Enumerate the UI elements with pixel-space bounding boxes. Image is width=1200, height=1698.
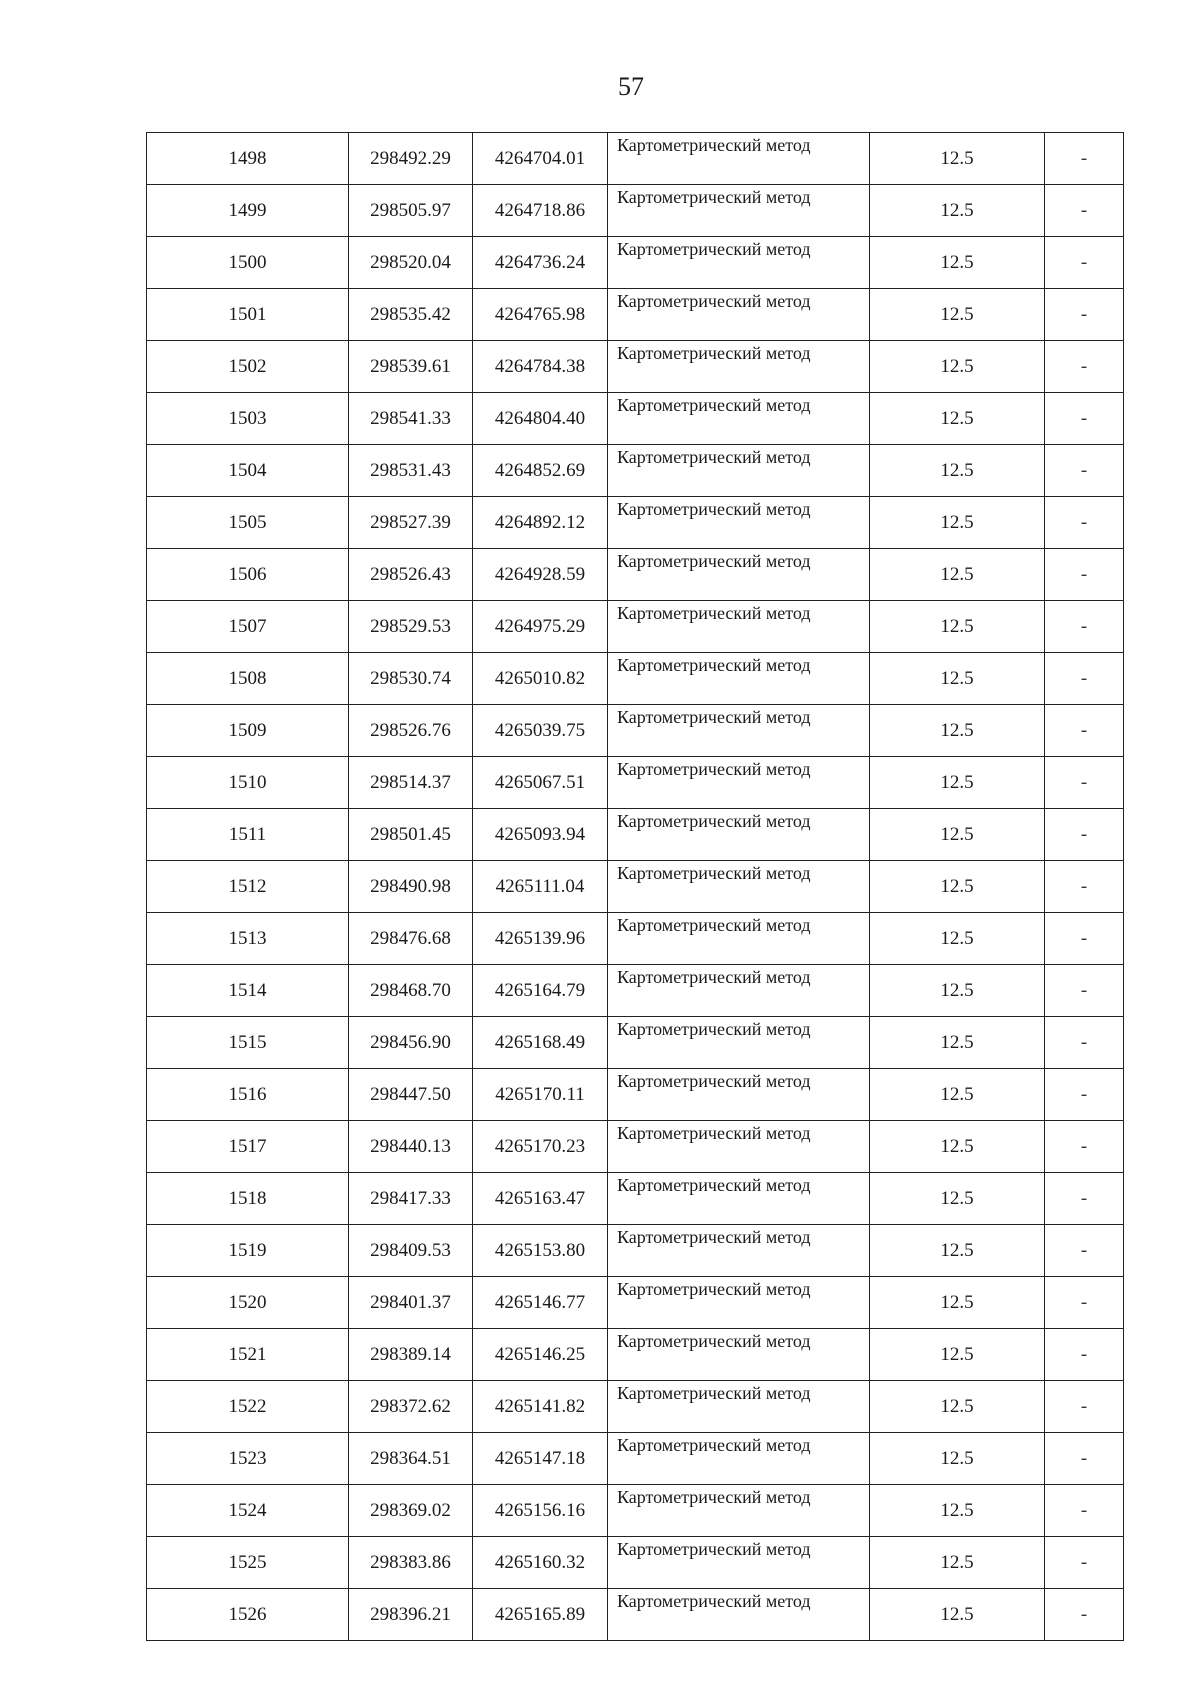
x-coordinate-cell: 298447.50 xyxy=(349,1069,473,1121)
y-coordinate-cell: 4264928.59 xyxy=(473,549,608,601)
y-coordinate-cell: 4264892.12 xyxy=(473,497,608,549)
extra-cell: - xyxy=(1045,341,1124,393)
accuracy-cell: 12.5 xyxy=(870,185,1045,237)
point-number-cell: 1524 xyxy=(147,1485,349,1537)
x-coordinate-cell: 298492.29 xyxy=(349,133,473,185)
point-number-cell: 1513 xyxy=(147,913,349,965)
extra-cell: - xyxy=(1045,289,1124,341)
accuracy-cell: 12.5 xyxy=(870,861,1045,913)
table-row xyxy=(147,1069,1124,1121)
page-number: 57 xyxy=(618,72,644,101)
accuracy-cell: 12.5 xyxy=(870,133,1045,185)
y-coordinate-cell: 4265170.23 xyxy=(473,1121,608,1173)
accuracy-cell: 12.5 xyxy=(870,1225,1045,1277)
y-coordinate-cell: 4264704.01 xyxy=(473,133,608,185)
table-row xyxy=(147,185,1124,237)
point-number-cell: 1516 xyxy=(147,1069,349,1121)
accuracy-cell: 12.5 xyxy=(870,237,1045,289)
accuracy-cell: 12.5 xyxy=(870,1433,1045,1485)
y-coordinate-cell: 4265139.96 xyxy=(473,913,608,965)
point-number-cell: 1523 xyxy=(147,1433,349,1485)
table-row xyxy=(147,965,1124,1017)
extra-cell: - xyxy=(1045,1329,1124,1381)
method-cell: Картометрический метод xyxy=(608,445,870,497)
point-number-cell: 1525 xyxy=(147,1537,349,1589)
table-row xyxy=(147,1433,1124,1485)
y-coordinate-cell: 4265163.47 xyxy=(473,1173,608,1225)
extra-cell: - xyxy=(1045,1433,1124,1485)
table-row xyxy=(147,237,1124,289)
x-coordinate-cell: 298531.43 xyxy=(349,445,473,497)
y-coordinate-cell: 4265010.82 xyxy=(473,653,608,705)
table-row xyxy=(147,341,1124,393)
x-coordinate-cell: 298401.37 xyxy=(349,1277,473,1329)
accuracy-cell: 12.5 xyxy=(870,1329,1045,1381)
accuracy-cell: 12.5 xyxy=(870,1121,1045,1173)
point-number-cell: 1514 xyxy=(147,965,349,1017)
accuracy-cell: 12.5 xyxy=(870,1017,1045,1069)
table-row xyxy=(147,549,1124,601)
extra-cell: - xyxy=(1045,445,1124,497)
table-row xyxy=(147,809,1124,861)
accuracy-cell: 12.5 xyxy=(870,601,1045,653)
accuracy-cell: 12.5 xyxy=(870,705,1045,757)
method-cell: Картометрический метод xyxy=(608,1069,870,1121)
accuracy-cell: 12.5 xyxy=(870,757,1045,809)
point-number-cell: 1499 xyxy=(147,185,349,237)
x-coordinate-cell: 298490.98 xyxy=(349,861,473,913)
x-coordinate-cell: 298539.61 xyxy=(349,341,473,393)
table-row xyxy=(147,1589,1124,1641)
point-number-cell: 1519 xyxy=(147,1225,349,1277)
table-row xyxy=(147,1277,1124,1329)
extra-cell: - xyxy=(1045,497,1124,549)
coordinates-table xyxy=(146,132,1124,1641)
x-coordinate-cell: 298476.68 xyxy=(349,913,473,965)
accuracy-cell: 12.5 xyxy=(870,653,1045,705)
y-coordinate-cell: 4265168.49 xyxy=(473,1017,608,1069)
point-number-cell: 1520 xyxy=(147,1277,349,1329)
method-cell: Картометрический метод xyxy=(608,1277,870,1329)
extra-cell: - xyxy=(1045,601,1124,653)
method-cell: Картометрический метод xyxy=(608,289,870,341)
x-coordinate-cell: 298456.90 xyxy=(349,1017,473,1069)
y-coordinate-cell: 4265039.75 xyxy=(473,705,608,757)
method-cell: Картометрический метод xyxy=(608,705,870,757)
extra-cell: - xyxy=(1045,1017,1124,1069)
x-coordinate-cell: 298520.04 xyxy=(349,237,473,289)
x-coordinate-cell: 298372.62 xyxy=(349,1381,473,1433)
method-cell: Картометрический метод xyxy=(608,861,870,913)
extra-cell: - xyxy=(1045,1277,1124,1329)
extra-cell: - xyxy=(1045,1069,1124,1121)
x-coordinate-cell: 298383.86 xyxy=(349,1537,473,1589)
x-coordinate-cell: 298541.33 xyxy=(349,393,473,445)
table-row xyxy=(147,653,1124,705)
method-cell: Картометрический метод xyxy=(608,497,870,549)
point-number-cell: 1512 xyxy=(147,861,349,913)
table-row xyxy=(147,1121,1124,1173)
x-coordinate-cell: 298389.14 xyxy=(349,1329,473,1381)
table-row xyxy=(147,1381,1124,1433)
x-coordinate-cell: 298396.21 xyxy=(349,1589,473,1641)
point-number-cell: 1521 xyxy=(147,1329,349,1381)
y-coordinate-cell: 4265146.77 xyxy=(473,1277,608,1329)
extra-cell: - xyxy=(1045,757,1124,809)
y-coordinate-cell: 4265146.25 xyxy=(473,1329,608,1381)
y-coordinate-cell: 4264765.98 xyxy=(473,289,608,341)
extra-cell: - xyxy=(1045,185,1124,237)
accuracy-cell: 12.5 xyxy=(870,913,1045,965)
method-cell: Картометрический метод xyxy=(608,1485,870,1537)
table-row xyxy=(147,393,1124,445)
extra-cell: - xyxy=(1045,705,1124,757)
point-number-cell: 1515 xyxy=(147,1017,349,1069)
y-coordinate-cell: 4264852.69 xyxy=(473,445,608,497)
point-number-cell: 1509 xyxy=(147,705,349,757)
table-row xyxy=(147,1173,1124,1225)
extra-cell: - xyxy=(1045,1589,1124,1641)
method-cell: Картометрический метод xyxy=(608,965,870,1017)
x-coordinate-cell: 298529.53 xyxy=(349,601,473,653)
y-coordinate-cell: 4265141.82 xyxy=(473,1381,608,1433)
extra-cell: - xyxy=(1045,549,1124,601)
extra-cell: - xyxy=(1045,809,1124,861)
point-number-cell: 1500 xyxy=(147,237,349,289)
extra-cell: - xyxy=(1045,1381,1124,1433)
extra-cell: - xyxy=(1045,913,1124,965)
x-coordinate-cell: 298369.02 xyxy=(349,1485,473,1537)
y-coordinate-cell: 4265093.94 xyxy=(473,809,608,861)
table-row xyxy=(147,1329,1124,1381)
point-number-cell: 1502 xyxy=(147,341,349,393)
y-coordinate-cell: 4265164.79 xyxy=(473,965,608,1017)
accuracy-cell: 12.5 xyxy=(870,1173,1045,1225)
extra-cell: - xyxy=(1045,1121,1124,1173)
extra-cell: - xyxy=(1045,1225,1124,1277)
method-cell: Картометрический метод xyxy=(608,1589,870,1641)
x-coordinate-cell: 298501.45 xyxy=(349,809,473,861)
method-cell: Картометрический метод xyxy=(608,393,870,445)
accuracy-cell: 12.5 xyxy=(870,1537,1045,1589)
accuracy-cell: 12.5 xyxy=(870,393,1045,445)
table-row xyxy=(147,1537,1124,1589)
table-row xyxy=(147,601,1124,653)
x-coordinate-cell: 298530.74 xyxy=(349,653,473,705)
extra-cell: - xyxy=(1045,1173,1124,1225)
accuracy-cell: 12.5 xyxy=(870,1589,1045,1641)
x-coordinate-cell: 298417.33 xyxy=(349,1173,473,1225)
accuracy-cell: 12.5 xyxy=(870,341,1045,393)
point-number-cell: 1504 xyxy=(147,445,349,497)
table-row xyxy=(147,861,1124,913)
method-cell: Картометрический метод xyxy=(608,601,870,653)
method-cell: Картометрический метод xyxy=(608,1537,870,1589)
point-number-cell: 1517 xyxy=(147,1121,349,1173)
point-number-cell: 1511 xyxy=(147,809,349,861)
table-row xyxy=(147,1485,1124,1537)
y-coordinate-cell: 4265160.32 xyxy=(473,1537,608,1589)
point-number-cell: 1507 xyxy=(147,601,349,653)
accuracy-cell: 12.5 xyxy=(870,1381,1045,1433)
point-number-cell: 1508 xyxy=(147,653,349,705)
x-coordinate-cell: 298440.13 xyxy=(349,1121,473,1173)
y-coordinate-cell: 4264975.29 xyxy=(473,601,608,653)
table-row xyxy=(147,445,1124,497)
x-coordinate-cell: 298526.43 xyxy=(349,549,473,601)
extra-cell: - xyxy=(1045,965,1124,1017)
method-cell: Картометрический метод xyxy=(608,1433,870,1485)
method-cell: Картометрический метод xyxy=(608,237,870,289)
method-cell: Картометрический метод xyxy=(608,653,870,705)
y-coordinate-cell: 4265165.89 xyxy=(473,1589,608,1641)
accuracy-cell: 12.5 xyxy=(870,549,1045,601)
point-number-cell: 1501 xyxy=(147,289,349,341)
table-body xyxy=(147,133,1124,1641)
accuracy-cell: 12.5 xyxy=(870,1069,1045,1121)
extra-cell: - xyxy=(1045,133,1124,185)
table-row xyxy=(147,913,1124,965)
y-coordinate-cell: 4264718.86 xyxy=(473,185,608,237)
point-number-cell: 1506 xyxy=(147,549,349,601)
method-cell: Картометрический метод xyxy=(608,185,870,237)
extra-cell: - xyxy=(1045,1485,1124,1537)
accuracy-cell: 12.5 xyxy=(870,289,1045,341)
method-cell: Картометрический метод xyxy=(608,809,870,861)
y-coordinate-cell: 4265067.51 xyxy=(473,757,608,809)
x-coordinate-cell: 298364.51 xyxy=(349,1433,473,1485)
point-number-cell: 1518 xyxy=(147,1173,349,1225)
table-row xyxy=(147,289,1124,341)
point-number-cell: 1505 xyxy=(147,497,349,549)
accuracy-cell: 12.5 xyxy=(870,1485,1045,1537)
x-coordinate-cell: 298409.53 xyxy=(349,1225,473,1277)
table-row xyxy=(147,133,1124,185)
point-number-cell: 1503 xyxy=(147,393,349,445)
x-coordinate-cell: 298514.37 xyxy=(349,757,473,809)
y-coordinate-cell: 4264736.24 xyxy=(473,237,608,289)
method-cell: Картометрический метод xyxy=(608,1017,870,1069)
accuracy-cell: 12.5 xyxy=(870,445,1045,497)
accuracy-cell: 12.5 xyxy=(870,809,1045,861)
method-cell: Картометрический метод xyxy=(608,1225,870,1277)
method-cell: Картометрический метод xyxy=(608,1121,870,1173)
method-cell: Картометрический метод xyxy=(608,1173,870,1225)
extra-cell: - xyxy=(1045,393,1124,445)
point-number-cell: 1498 xyxy=(147,133,349,185)
x-coordinate-cell: 298505.97 xyxy=(349,185,473,237)
y-coordinate-cell: 4264804.40 xyxy=(473,393,608,445)
table-row xyxy=(147,1225,1124,1277)
method-cell: Картометрический метод xyxy=(608,341,870,393)
table-row xyxy=(147,705,1124,757)
table-row xyxy=(147,497,1124,549)
extra-cell: - xyxy=(1045,1537,1124,1589)
point-number-cell: 1522 xyxy=(147,1381,349,1433)
method-cell: Картометрический метод xyxy=(608,1329,870,1381)
y-coordinate-cell: 4265153.80 xyxy=(473,1225,608,1277)
table-row xyxy=(147,1017,1124,1069)
point-number-cell: 1510 xyxy=(147,757,349,809)
method-cell: Картометрический метод xyxy=(608,133,870,185)
x-coordinate-cell: 298535.42 xyxy=(349,289,473,341)
method-cell: Картометрический метод xyxy=(608,549,870,601)
method-cell: Картометрический метод xyxy=(608,1381,870,1433)
x-coordinate-cell: 298468.70 xyxy=(349,965,473,1017)
x-coordinate-cell: 298527.39 xyxy=(349,497,473,549)
accuracy-cell: 12.5 xyxy=(870,497,1045,549)
extra-cell: - xyxy=(1045,861,1124,913)
extra-cell: - xyxy=(1045,237,1124,289)
method-cell: Картометрический метод xyxy=(608,913,870,965)
y-coordinate-cell: 4264784.38 xyxy=(473,341,608,393)
accuracy-cell: 12.5 xyxy=(870,1277,1045,1329)
extra-cell: - xyxy=(1045,653,1124,705)
point-number-cell: 1526 xyxy=(147,1589,349,1641)
y-coordinate-cell: 4265111.04 xyxy=(473,861,608,913)
y-coordinate-cell: 4265156.16 xyxy=(473,1485,608,1537)
y-coordinate-cell: 4265147.18 xyxy=(473,1433,608,1485)
y-coordinate-cell: 4265170.11 xyxy=(473,1069,608,1121)
accuracy-cell: 12.5 xyxy=(870,965,1045,1017)
table-row xyxy=(147,757,1124,809)
x-coordinate-cell: 298526.76 xyxy=(349,705,473,757)
method-cell: Картометрический метод xyxy=(608,757,870,809)
